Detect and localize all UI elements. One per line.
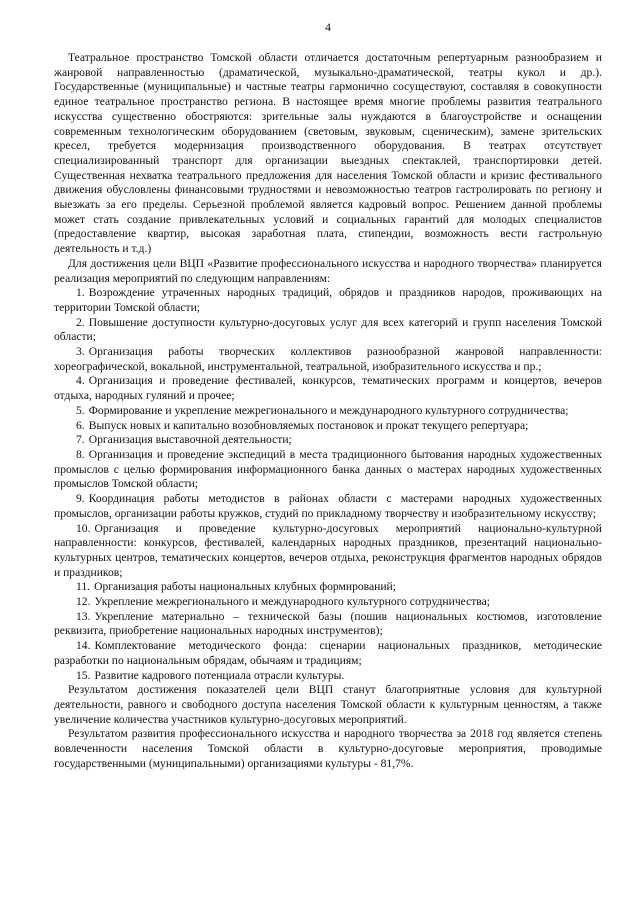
list-item-text: Организация и проведение культурно-досуговых мероприятий национально-культурной направленности: конкурсов, фестивалей, календарных народных праздников, презентаций национально-культурных центров, тематических концертов, вечеров отдыха, реконструкция фрагментов народных обрядов и праздников; [54, 521, 602, 579]
list-item-text: Комплектование методического фонда: сценарии национальных праздников, методические разработки по национальным обрядам, обычаям и традициям; [54, 639, 602, 667]
list-item [54, 419, 602, 434]
list-item-number: 2. [76, 315, 85, 329]
list-item-number: 3. [76, 345, 85, 359]
list-item-number: 4. [76, 374, 85, 388]
list-item-number: 1. [76, 286, 85, 300]
list-item [54, 448, 602, 492]
list-item-text: Формирование и укрепление межрегионального и международного культурного сотрудничества; [88, 403, 569, 417]
list-item [54, 492, 602, 521]
directions-list [54, 286, 602, 683]
paragraph-goal-result: Результатом достижения показателей цели ВЦП станут благоприятные условия для культурной деятельности, равного и свободного доступа населения Томской области к культурным ценностям, а также увеличение количества участников культурно-досуговых мероприятий. [54, 683, 602, 726]
list-item-number: 7. [76, 433, 85, 447]
list-item-number: 15. [76, 668, 91, 682]
list-item-text: Организация работы национальных клубных формирований; [94, 580, 396, 594]
paragraph-program-goal: Для достижения цели ВЦП «Развитие профессионального искусства и народного творчества» планируется реализация мероприятий по следующим направлениям: [54, 256, 602, 285]
list-item-text: Координация работы методистов в районах области с мастерами народных художественных промыслов, организации работы кружков, студий по прикладному творчеству и изобразительному искусству; [54, 492, 602, 520]
list-item [54, 669, 602, 684]
list-item-number: 6. [76, 418, 85, 432]
list-item [54, 610, 602, 639]
list-item [54, 580, 602, 595]
list-item-text: Повышение доступности культурно-досуговых услуг для всех категорий и групп населения Томской области; [54, 315, 602, 344]
list-item-number: 5. [76, 403, 85, 417]
list-item [54, 639, 602, 668]
list-item-text: Выпуск новых и капитально возобновляемых постановок и прокат текущего репертуара; [88, 418, 529, 432]
list-item [54, 433, 602, 448]
list-item [54, 345, 602, 374]
list-item [54, 374, 602, 403]
list-item [54, 522, 602, 581]
list-item-number: 9. [76, 492, 85, 506]
paragraph-2018-result: Результатом развития профессионального искусства и народного творчества за 2018 год является степень вовлеченности населения Томской области в культурно-досуговые мероприятия, проводимые государственными (муниципальными) организациями культуры - 81,7%. [54, 727, 602, 770]
list-item [54, 595, 602, 610]
document-body [54, 51, 602, 771]
list-item-number: 12. [76, 595, 91, 609]
list-item-text: Организация и проведение фестивалей, конкурсов, тематических программ и концертов, вечеров отдыха, народных гуляний и прочее; [54, 374, 602, 403]
list-item-text: Организация выставочной деятельности; [88, 433, 292, 447]
list-item-text: Развитие кадрового потенциала отрасли культуры. [94, 668, 345, 682]
list-item-number: 14. [76, 639, 91, 653]
list-item-text: Укрепление межрегионального и международного культурного сотрудничества; [94, 595, 490, 609]
list-item-number: 11. [76, 580, 91, 594]
paragraph-theatre-space: Театральное пространство Томской области отличается достаточным репертуарным разнообразием и жанровой направленностью (драматической, музыкально-драматической, театры кукол и др.). Государственные (муниципальные) и частные театры гармонично сосуществуют, составляя в совокупности единое театральное пространство региона. В настоящее время многие проблемы развития театрального искусства существенно обостряются: зрительные залы нуждаются в благоустройстве и оснащении современным технологическим оборудованием (световым, звуковым, сценическим), замене зрительских кресел, требуется модернизация производственного оборудования. В театрах отсутствует специализированный транспорт для организации выездных спектаклей, транспортировки детей. Существенная нехватка театрального предложения для населения Томской области и кризис фестивального движения обусловлены финансовыми трудностями и невозможностью театров гастролировать по региону и выезжать за его пределы. Серьезной проблемой является кадровый вопрос. Решением данной проблемы может стать создание привлекательных условий и социальных гарантий для молодых специалистов (предоставление квартир, высокая заработная плата, стипендии, возможность вести гастрольную деятельность и т.д.) [54, 51, 602, 256]
list-item-text: Организация и проведение экспедиций в места традиционного бытования народных художественных промыслов с целью формирования информационного банка данных о мастерах народных художественных промыслов Томской области; [54, 447, 602, 491]
list-item-text: Укрепление материально – технической базы (пошив национальных костюмов, изготовление реквизита, приобретение национальных народных инструментов); [54, 609, 602, 638]
list-item [54, 404, 602, 419]
list-item-text: Организация работы творческих коллективов разнообразной жанровой направленности: хореографической, вокальной, инструментальной, театральной, изобразительного искусства и пр.; [54, 345, 602, 373]
list-item-number: 8. [76, 447, 85, 461]
list-item-number: 10. [76, 521, 91, 535]
list-item-text: Возрождение утраченных народных традиций, обрядов и праздников народов, проживающих на территории Томской области; [54, 286, 602, 314]
page-number: 4 [325, 20, 331, 34]
list-item [54, 316, 602, 345]
list-item-number: 13. [76, 609, 91, 623]
list-item [54, 286, 602, 315]
